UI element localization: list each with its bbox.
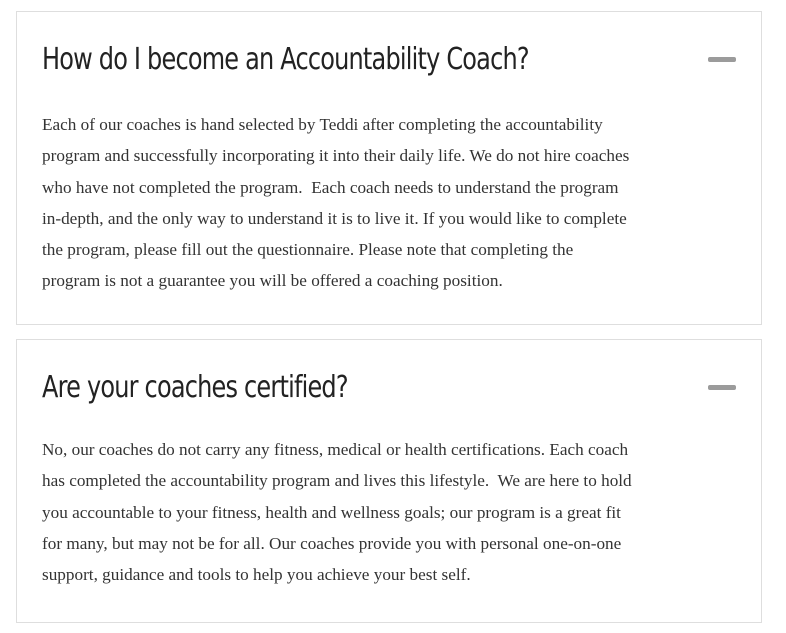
answer-line: support, guidance and tools to help you achieve your best self. — [42, 565, 471, 585]
minus-icon — [708, 385, 736, 390]
faq-item-header[interactable] — [17, 12, 761, 104]
faq-question: How do I become an Accountability Coach? — [42, 42, 529, 77]
answer-line: who have not completed the program. Each coach needs to understand the program — [42, 177, 619, 197]
answer-line: the program, please fill out the questionnaire. Please note that completing the — [42, 240, 574, 260]
faq-item — [16, 339, 762, 623]
collapse-toggle[interactable] — [707, 52, 737, 66]
faq-item — [16, 11, 762, 325]
answer-line: you accountable to your fitness, health and wellness goals; our program is a great fit — [42, 502, 621, 522]
faq-answer — [42, 109, 742, 297]
collapse-toggle[interactable] — [707, 380, 737, 394]
faq-question: Are your coaches certified? — [42, 370, 348, 405]
answer-line: program is not a guarantee you will be offered a coaching position. — [42, 271, 503, 291]
answer-line: Each of our coaches is hand selected by Teddi after completing the accountability — [42, 115, 603, 134]
answer-line: No, our coaches do not carry any fitness, medical or health certifications. Each coach — [42, 440, 629, 459]
answer-line: in-depth, and the only way to understand it is to live it. If you would like to complete — [42, 208, 627, 228]
faq-answer — [42, 434, 742, 590]
faq-item-header[interactable] — [17, 340, 761, 432]
answer-line: for many, but may not be for all. Our coaches provide you with personal one-on-one — [42, 533, 622, 553]
minus-icon — [708, 57, 736, 62]
answer-line: program and successfully incorporating it into their daily life. We do not hire coaches — [42, 146, 630, 166]
answer-line: has completed the accountability program and lives this lifestyle. We are here to hold — [42, 471, 632, 491]
